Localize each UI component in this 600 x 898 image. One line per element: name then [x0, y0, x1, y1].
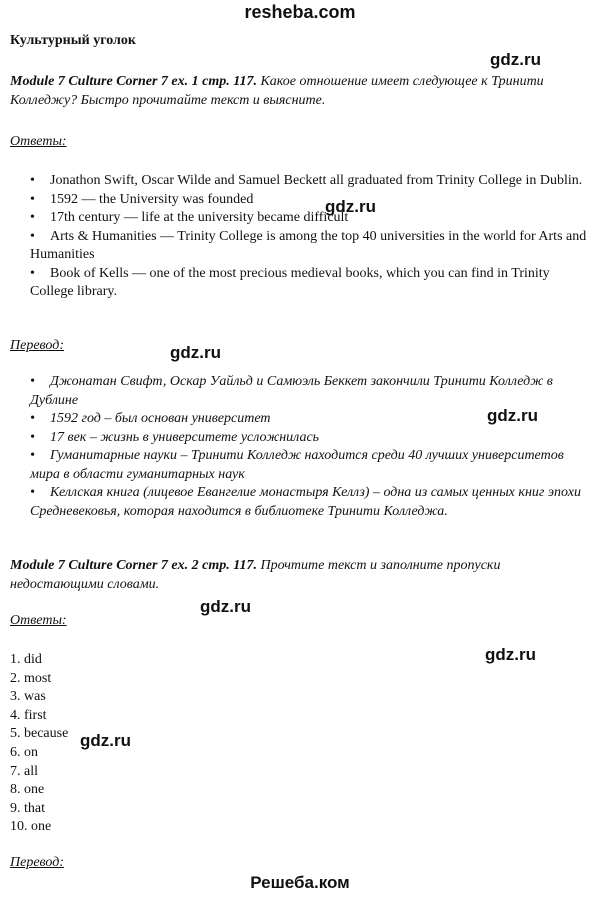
site-header: resheba.com [244, 2, 356, 22]
list-item: 3. was [10, 689, 46, 705]
list-item: • 17th century — life at the university became difficult [10, 209, 590, 228]
list-item: 1. did [10, 652, 42, 667]
list-item: • 17 век – жизнь в университете усложнилась [10, 429, 590, 448]
watermark: gdz.ru [80, 731, 131, 750]
answers-label-1: Ответы: [10, 134, 67, 149]
list-item: 9. that [10, 800, 45, 816]
answers-label-2: Ответы: [10, 613, 67, 628]
watermark: gdz.ru [200, 597, 251, 616]
list-item: • Келлская книга (лицевое Евангелие монастыря Келлз) – одна из самых ценных книг эпохи Средневековья, которая находится в библиотеке Тринити Колледжа. [10, 484, 590, 521]
task1-heading [10, 73, 590, 110]
task2-answers-list [10, 651, 68, 837]
list-item: 6. on [10, 744, 38, 760]
list-item: • Book of Kells — one of the most precious medieval books, which you can find in Trinity College library. [10, 265, 590, 302]
list-item: • Гуманитарные науки – Тринити Колледж находится среди 40 лучших университетов мира в области гуманитарных наук [10, 447, 590, 484]
translation-label-2: Перевод: [10, 855, 64, 870]
site-footer: Решеба.ком [250, 873, 350, 892]
list-item: 7. all [10, 763, 38, 779]
watermark: gdz.ru [325, 197, 376, 216]
task2-instruction: Прочтите текст и заполните пропуски недостающими словами. [10, 558, 501, 592]
list-item: • 1592 — the University was founded [10, 191, 590, 210]
list-item: • 1592 год – был основан университет [10, 410, 590, 429]
task1-ref: Module 7 Culture Corner 7 ex. 1 стр. 117. [10, 74, 257, 89]
list-item: 8. one [10, 782, 45, 798]
watermark: gdz.ru [485, 645, 536, 664]
list-item: 5. because [10, 726, 69, 742]
watermark: gdz.ru [490, 50, 541, 69]
task2-heading [10, 557, 590, 594]
watermark: gdz.ru [170, 343, 221, 362]
list-item: 10. one [10, 819, 52, 835]
task1-instruction: Какое отношение имеет следующее к Тринити Колледжу? Быстро прочитайте текст и выясните. [10, 74, 544, 108]
list-item: 2. most [10, 670, 52, 686]
list-item: • Джонатан Свифт, Оскар Уайльд и Самюэль Беккет закончили Тринити Колледж в Дублине [10, 373, 590, 410]
list-item: • Arts & Humanities — Trinity College is among the top 40 universities in the world for Arts and Humanities [10, 228, 590, 265]
task1-translation-list [10, 373, 590, 521]
task1-answers-list [10, 172, 590, 302]
list-item: • Jonathon Swift, Oscar Wilde and Samuel Beckett all graduated from Trinity College in Dublin. [10, 172, 590, 191]
task2-ref: Module 7 Culture Corner 7 ex. 2 стр. 117. [10, 558, 257, 573]
watermark: gdz.ru [487, 406, 538, 425]
section-title: Культурный уголок [10, 33, 136, 48]
list-item: 4. first [10, 707, 47, 723]
translation-label-1: Перевод: [10, 338, 64, 353]
